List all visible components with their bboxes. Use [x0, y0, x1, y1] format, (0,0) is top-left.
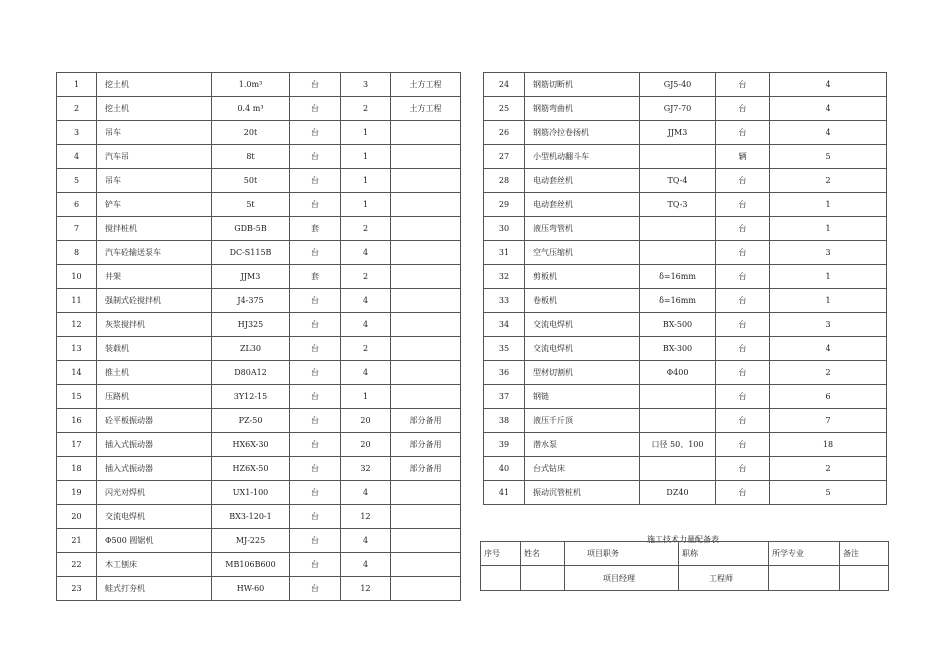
staff-cell: [840, 566, 889, 591]
cell-note: [391, 385, 461, 409]
cell-name: 装载机: [97, 337, 212, 361]
cell-unit: 台: [716, 409, 770, 433]
table-row: [57, 457, 461, 481]
cell-unit: 台: [290, 169, 341, 193]
cell-no: 22: [57, 553, 97, 577]
cell-no: 41: [484, 481, 525, 505]
cell-unit: 台: [716, 169, 770, 193]
table-row: [57, 241, 461, 265]
cell-no: 40: [484, 457, 525, 481]
cell-spec: BX-300: [640, 337, 716, 361]
cell-spec: DC-S115B: [212, 241, 290, 265]
table-row: [57, 73, 461, 97]
cell-qty: 1: [770, 289, 887, 313]
staff-header-title: 职称: [679, 542, 769, 566]
cell-spec: HJ325: [212, 313, 290, 337]
cell-qty: 2: [341, 217, 391, 241]
cell-qty: 1: [341, 385, 391, 409]
cell-unit: 台: [716, 457, 770, 481]
cell-qty: 3: [770, 241, 887, 265]
cell-qty: 4: [770, 121, 887, 145]
table-row: [57, 169, 461, 193]
staff-header-no: 序号: [481, 542, 521, 566]
table-row: [57, 145, 461, 169]
cell-note: 部分备用: [391, 433, 461, 457]
cell-note: [391, 121, 461, 145]
cell-no: 17: [57, 433, 97, 457]
cell-note: [391, 577, 461, 601]
table-row: [484, 97, 887, 121]
cell-unit: 台: [290, 553, 341, 577]
cell-name: 小型机动翻斗车: [525, 145, 640, 169]
staff-table-title: 施工技术力量配备表: [647, 535, 719, 544]
cell-note: [391, 217, 461, 241]
table-row: [484, 121, 887, 145]
cell-unit: 台: [290, 193, 341, 217]
cell-note: [391, 313, 461, 337]
cell-unit: 台: [290, 97, 341, 121]
cell-name: 砼平板振动器: [97, 409, 212, 433]
cell-qty: 7: [770, 409, 887, 433]
cell-qty: 1: [341, 169, 391, 193]
cell-qty: 5: [770, 481, 887, 505]
cell-no: 11: [57, 289, 97, 313]
cell-unit: 台: [716, 385, 770, 409]
cell-spec: 口径 50、100: [640, 433, 716, 457]
cell-qty: 1: [770, 217, 887, 241]
table-row: [57, 217, 461, 241]
table-row: [484, 337, 887, 361]
table-row: [484, 217, 887, 241]
cell-note: [391, 553, 461, 577]
cell-no: 14: [57, 361, 97, 385]
cell-name: 交流电焊机: [97, 505, 212, 529]
staff-header-position: 项目职务: [565, 542, 679, 566]
cell-spec: UX1-100: [212, 481, 290, 505]
staff-header-name: 姓名: [521, 542, 565, 566]
cell-spec: JJM3: [212, 265, 290, 289]
cell-spec: 0.4 m³: [212, 97, 290, 121]
cell-spec: HW-60: [212, 577, 290, 601]
cell-no: 25: [484, 97, 525, 121]
cell-no: 26: [484, 121, 525, 145]
cell-name: 搅拌桩机: [97, 217, 212, 241]
cell-spec: 3Y12-15: [212, 385, 290, 409]
equipment-table-right-body: [484, 73, 887, 505]
cell-no: 12: [57, 313, 97, 337]
cell-spec: BX-500: [640, 313, 716, 337]
cell-unit: 台: [290, 145, 341, 169]
cell-qty: 4: [341, 289, 391, 313]
cell-spec: [640, 409, 716, 433]
cell-spec: JJM3: [640, 121, 716, 145]
cell-spec: D80A12: [212, 361, 290, 385]
cell-qty: 2: [341, 337, 391, 361]
cell-qty: 1: [770, 193, 887, 217]
cell-spec: [640, 217, 716, 241]
cell-unit: 台: [290, 241, 341, 265]
cell-name: Φ500 圆锯机: [97, 529, 212, 553]
cell-name: 强制式砼搅拌机: [97, 289, 212, 313]
cell-qty: 4: [770, 97, 887, 121]
table-row: [57, 289, 461, 313]
cell-spec: 8t: [212, 145, 290, 169]
cell-spec: 20t: [212, 121, 290, 145]
cell-qty: 20: [341, 409, 391, 433]
cell-note: 部分备用: [391, 409, 461, 433]
cell-qty: 18: [770, 433, 887, 457]
cell-note: 部分备用: [391, 457, 461, 481]
staff-header-row: [481, 542, 889, 566]
cell-no: 15: [57, 385, 97, 409]
cell-unit: 台: [290, 433, 341, 457]
table-row: [484, 481, 887, 505]
cell-spec: δ=16mm: [640, 265, 716, 289]
cell-qty: 4: [341, 361, 391, 385]
staff-cell-position: 项目经理: [565, 566, 679, 591]
table-row: [57, 577, 461, 601]
cell-spec: PZ-50: [212, 409, 290, 433]
table-row: [484, 313, 887, 337]
cell-spec: [640, 385, 716, 409]
cell-spec: [640, 457, 716, 481]
cell-unit: 台: [716, 193, 770, 217]
cell-spec: GJ5-40: [640, 73, 716, 97]
table-row: [57, 121, 461, 145]
cell-note: [391, 361, 461, 385]
equipment-table-left-body: [57, 73, 461, 601]
staff-row: [481, 566, 889, 591]
cell-spec: MB106B600: [212, 553, 290, 577]
equipment-table-left: [56, 72, 461, 601]
cell-no: 31: [484, 241, 525, 265]
cell-unit: 台: [290, 313, 341, 337]
cell-spec: TQ-4: [640, 169, 716, 193]
cell-name: 吊车: [97, 169, 212, 193]
cell-qty: 20: [341, 433, 391, 457]
table-row: [484, 385, 887, 409]
cell-no: 30: [484, 217, 525, 241]
cell-unit: 台: [716, 481, 770, 505]
cell-name: 闪光对焊机: [97, 481, 212, 505]
cell-name: 台式钻床: [525, 457, 640, 481]
cell-name: 汽车砼输送泵车: [97, 241, 212, 265]
cell-note: [391, 193, 461, 217]
table-row: [57, 433, 461, 457]
table-row: [484, 169, 887, 193]
cell-qty: 1: [341, 121, 391, 145]
table-row: [57, 361, 461, 385]
cell-unit: 台: [290, 385, 341, 409]
cell-qty: 2: [341, 265, 391, 289]
cell-note: [391, 145, 461, 169]
cell-name: 压路机: [97, 385, 212, 409]
cell-spec: BX3-120-1: [212, 505, 290, 529]
table-row: [484, 265, 887, 289]
cell-unit: 台: [716, 289, 770, 313]
cell-qty: 4: [341, 481, 391, 505]
cell-no: 20: [57, 505, 97, 529]
cell-unit: 台: [290, 457, 341, 481]
cell-name: 插入式振动器: [97, 433, 212, 457]
cell-spec: 5t: [212, 193, 290, 217]
cell-no: 5: [57, 169, 97, 193]
cell-qty: 1: [770, 265, 887, 289]
cell-unit: 台: [716, 97, 770, 121]
cell-unit: 台: [290, 505, 341, 529]
cell-qty: 1: [341, 145, 391, 169]
staff-cell: [769, 566, 840, 591]
cell-qty: 3: [770, 313, 887, 337]
cell-qty: 4: [341, 241, 391, 265]
table-row: [57, 529, 461, 553]
cell-unit: 台: [716, 313, 770, 337]
cell-no: 8: [57, 241, 97, 265]
equipment-table-right: [483, 72, 887, 505]
cell-spec: HX6X-30: [212, 433, 290, 457]
cell-name: 液压千斤顶: [525, 409, 640, 433]
cell-qty: 5: [770, 145, 887, 169]
cell-name: 吊车: [97, 121, 212, 145]
cell-qty: 32: [341, 457, 391, 481]
cell-qty: 2: [770, 361, 887, 385]
table-row: [57, 265, 461, 289]
table-row: [57, 385, 461, 409]
cell-name: 振动沉管桩机: [525, 481, 640, 505]
cell-spec: HZ6X-50: [212, 457, 290, 481]
cell-note: [391, 265, 461, 289]
cell-name: 蛙式打夯机: [97, 577, 212, 601]
table-row: [57, 505, 461, 529]
cell-note: [391, 337, 461, 361]
cell-no: 27: [484, 145, 525, 169]
cell-no: 21: [57, 529, 97, 553]
cell-unit: 台: [716, 121, 770, 145]
cell-spec: 1.0m³: [212, 73, 290, 97]
cell-no: 6: [57, 193, 97, 217]
cell-note: [391, 289, 461, 313]
cell-unit: 辆: [716, 145, 770, 169]
cell-no: 2: [57, 97, 97, 121]
cell-unit: 台: [716, 73, 770, 97]
staff-header-major: 所学专业: [769, 542, 840, 566]
cell-name: 电动套丝机: [525, 169, 640, 193]
table-row: [484, 361, 887, 385]
cell-qty: 2: [770, 169, 887, 193]
table-row: [484, 73, 887, 97]
table-row: [57, 337, 461, 361]
cell-no: 28: [484, 169, 525, 193]
table-row: [57, 409, 461, 433]
cell-name: 钢筋弯曲机: [525, 97, 640, 121]
cell-unit: 台: [290, 529, 341, 553]
cell-no: 16: [57, 409, 97, 433]
cell-unit: 台: [716, 217, 770, 241]
cell-no: 18: [57, 457, 97, 481]
table-row: [484, 289, 887, 313]
cell-no: 23: [57, 577, 97, 601]
table-row: [484, 409, 887, 433]
cell-spec: ZL30: [212, 337, 290, 361]
cell-note: [391, 529, 461, 553]
cell-note: 土方工程: [391, 73, 461, 97]
cell-no: 36: [484, 361, 525, 385]
table-row: [484, 145, 887, 169]
cell-spec: 50t: [212, 169, 290, 193]
cell-no: 24: [484, 73, 525, 97]
cell-note: [391, 481, 461, 505]
cell-spec: [640, 145, 716, 169]
cell-spec: MJ-225: [212, 529, 290, 553]
table-row: [484, 193, 887, 217]
cell-note: [391, 505, 461, 529]
cell-name: 型材切割机: [525, 361, 640, 385]
cell-qty: 12: [341, 505, 391, 529]
cell-unit: 台: [290, 409, 341, 433]
cell-name: 挖土机: [97, 73, 212, 97]
cell-qty: 12: [341, 577, 391, 601]
cell-unit: 台: [290, 289, 341, 313]
cell-spec: J4-375: [212, 289, 290, 313]
cell-name: 潜水泵: [525, 433, 640, 457]
staff-cell: [521, 566, 565, 591]
cell-name: 木工刨床: [97, 553, 212, 577]
cell-note: [391, 241, 461, 265]
cell-qty: 1: [341, 193, 391, 217]
cell-name: 钢筋切断机: [525, 73, 640, 97]
cell-name: 挖土机: [97, 97, 212, 121]
cell-spec: δ=16mm: [640, 289, 716, 313]
cell-name: 电动套丝机: [525, 193, 640, 217]
cell-name: 汽车吊: [97, 145, 212, 169]
cell-qty: 4: [770, 73, 887, 97]
table-row: [484, 241, 887, 265]
cell-no: 35: [484, 337, 525, 361]
cell-qty: 2: [770, 457, 887, 481]
cell-no: 1: [57, 73, 97, 97]
cell-name: 交流电焊机: [525, 313, 640, 337]
cell-name: 液压弯管机: [525, 217, 640, 241]
cell-no: 32: [484, 265, 525, 289]
cell-name: 灰浆搅拌机: [97, 313, 212, 337]
cell-no: 39: [484, 433, 525, 457]
cell-spec: GDB-5B: [212, 217, 290, 241]
staff-table: [480, 541, 889, 591]
cell-no: 10: [57, 265, 97, 289]
cell-unit: 台: [716, 361, 770, 385]
cell-no: 37: [484, 385, 525, 409]
cell-name: 剪板机: [525, 265, 640, 289]
cell-name: 钢链: [525, 385, 640, 409]
cell-name: 空气压缩机: [525, 241, 640, 265]
cell-spec: DZ40: [640, 481, 716, 505]
cell-qty: 6: [770, 385, 887, 409]
cell-no: 13: [57, 337, 97, 361]
table-row: [57, 553, 461, 577]
staff-cell: [481, 566, 521, 591]
cell-name: 推土机: [97, 361, 212, 385]
cell-no: 29: [484, 193, 525, 217]
cell-qty: 4: [341, 529, 391, 553]
cell-qty: 4: [341, 553, 391, 577]
cell-note: 土方工程: [391, 97, 461, 121]
table-row: [57, 193, 461, 217]
cell-no: 3: [57, 121, 97, 145]
cell-name: 卷板机: [525, 289, 640, 313]
cell-name: 插入式振动器: [97, 457, 212, 481]
cell-note: [391, 169, 461, 193]
cell-no: 7: [57, 217, 97, 241]
cell-spec: [640, 241, 716, 265]
cell-unit: 台: [290, 337, 341, 361]
table-row: [57, 481, 461, 505]
cell-unit: 台: [290, 121, 341, 145]
cell-qty: 4: [770, 337, 887, 361]
cell-unit: 套: [290, 217, 341, 241]
cell-no: 4: [57, 145, 97, 169]
cell-no: 33: [484, 289, 525, 313]
table-row: [484, 433, 887, 457]
cell-name: 交流电焊机: [525, 337, 640, 361]
table-row: [57, 313, 461, 337]
cell-unit: 台: [290, 73, 341, 97]
cell-unit: 台: [716, 241, 770, 265]
cell-spec: TQ-3: [640, 193, 716, 217]
table-row: [57, 97, 461, 121]
cell-unit: 台: [290, 361, 341, 385]
cell-spec: GJ7-70: [640, 97, 716, 121]
cell-no: 34: [484, 313, 525, 337]
table-row: [484, 457, 887, 481]
cell-unit: 台: [716, 337, 770, 361]
cell-name: 钢筋冷拉卷扬机: [525, 121, 640, 145]
cell-no: 19: [57, 481, 97, 505]
cell-qty: 2: [341, 97, 391, 121]
staff-cell-title: 工程师: [679, 566, 769, 591]
cell-no: 38: [484, 409, 525, 433]
cell-unit: 台: [290, 577, 341, 601]
cell-name: 铲车: [97, 193, 212, 217]
cell-unit: 台: [290, 481, 341, 505]
cell-spec: Φ400: [640, 361, 716, 385]
cell-unit: 台: [716, 265, 770, 289]
cell-qty: 3: [341, 73, 391, 97]
cell-unit: 台: [716, 433, 770, 457]
cell-unit: 套: [290, 265, 341, 289]
cell-name: 井架: [97, 265, 212, 289]
staff-header-note: 备注: [840, 542, 889, 566]
cell-qty: 4: [341, 313, 391, 337]
